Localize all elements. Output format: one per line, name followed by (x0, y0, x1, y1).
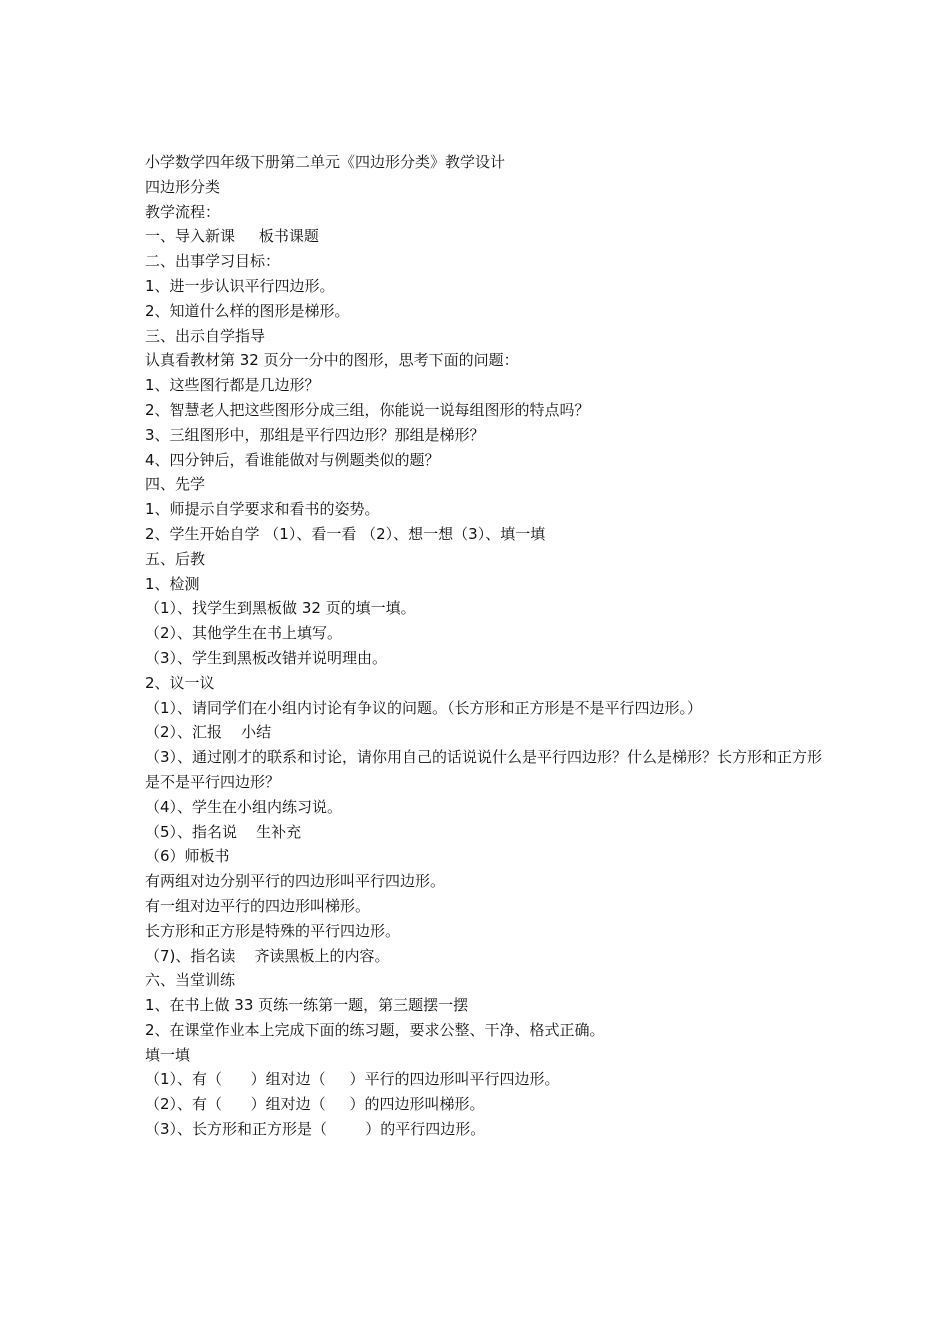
list-item: （2）、汇报 小结 (145, 723, 272, 742)
section-heading: 三、出示自学指导 (145, 326, 266, 345)
list-item: 2、学生开始自学 （1）、看一看 （2）、想一想（3）、填一填 (145, 524, 546, 543)
list-item: 1、进一步认识平行四边形。 (145, 276, 335, 295)
lesson-title: 四边形分类 (145, 177, 221, 196)
list-item: 1、师提示自学要求和看书的姿势。 (145, 500, 380, 519)
section-heading: 四、先学 (145, 475, 206, 494)
list-item: （1）、找学生到黑板做 32 页的填一填。 (145, 599, 416, 618)
document-title: 小学数学四年级下册第二单元《四边形分类》教学设计 (145, 153, 506, 171)
blackboard-text: 有两组对边分别平行的四边形叫平行四边形。 (145, 872, 446, 891)
paragraph: 认真看教材第 32 页分一分中的图形，思考下面的问题： (145, 351, 519, 370)
list-item: 1、在书上做 33 页练一练第一题，第三题摆一摆 (145, 996, 469, 1015)
subsection-heading: 2、议一议 (145, 673, 215, 692)
list-item: 1、这些图行都是几边形？ (145, 376, 320, 395)
blackboard-text: 长方形和正方形是特殊的平行四边形。 (145, 921, 401, 940)
section-heading: 教学流程： (145, 202, 221, 221)
list-item: （3）、通过刚才的联系和讨论，请你用自己的话说说什么是平行四边形？什么是梯形？长方形和正方形是不是平行四边形？ (145, 748, 823, 791)
blackboard-text: 有一组对边平行的四边形叫梯形。 (145, 896, 371, 915)
list-item: 2、智慧老人把这些图形分成三组，你能说一说每组图形的特点吗？ (145, 400, 590, 419)
section-heading: 五、后教 (145, 549, 206, 568)
section-heading: 六、当堂训练 (145, 971, 236, 990)
list-item: 4、四分钟后，看谁能做对与例题类似的题？ (145, 450, 440, 469)
section-heading: 二、出事学习目标： (145, 252, 281, 271)
list-item: （3）、学生到黑板改错并说明理由。 (145, 648, 388, 667)
list-item: （5）、指名说 生补充 (145, 822, 302, 841)
list-item: （7)、指名读 齐读黑板上的内容。 (145, 946, 390, 965)
exercise-item: （2）、有（ ）组对边（ ）的四边形叫梯形。 (145, 1095, 485, 1114)
exercise-item: （1）、有（ ）组对边（ ）平行的四边形叫平行四边形。 (145, 1070, 560, 1089)
list-item: （2）、其他学生在书上填写。 (145, 624, 343, 643)
subsection-heading: 1、检测 (145, 574, 200, 593)
section-heading: 一、导入新课 板书课题 (145, 227, 319, 246)
list-item: （1）、请同学们在小组内讨论有争议的问题。（长方形和正方形是不是平行四边形。） (145, 698, 703, 717)
document-body (145, 150, 825, 1142)
exercise-item: （3）、长方形和正方形是（ ）的平行四边形。 (145, 1120, 486, 1139)
list-item: 3、三组图形中，那组是平行四边形？那组是梯形？ (145, 425, 485, 444)
list-item: 2、在课堂作业本上完成下面的练习题，要求公整、干净、格式正确。 (145, 1020, 605, 1039)
list-item: （6）师板书 (145, 847, 230, 866)
list-item: （4）、学生在小组内练习说。 (145, 797, 343, 816)
list-item: 2、知道什么样的图形是梯形。 (145, 301, 350, 320)
subsection-heading: 填一填 (145, 1045, 191, 1064)
